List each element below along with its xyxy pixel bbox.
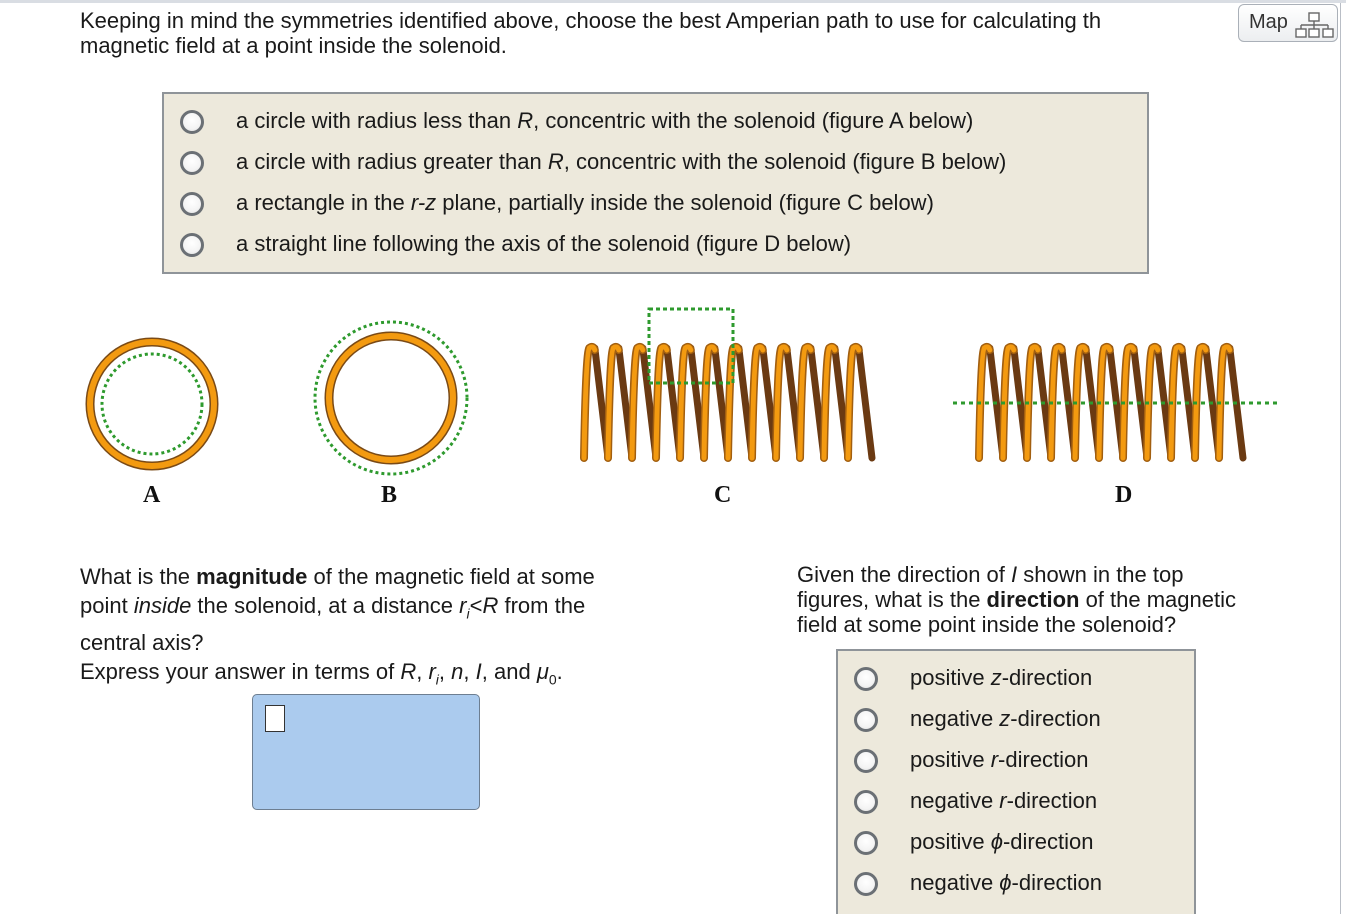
- figure-label-d: D: [1115, 482, 1133, 508]
- coil-back-strand: [859, 348, 872, 458]
- direction-choices: [836, 649, 1196, 914]
- figure-c: [570, 300, 890, 470]
- choice-label: a circle with radius less than R, concentric with the solenoid (figure A below): [236, 108, 974, 133]
- choice-positive-r[interactable]: [838, 741, 1188, 781]
- figure-label-a: A: [143, 482, 161, 508]
- radio-button[interactable]: [854, 708, 878, 732]
- radio-button[interactable]: [854, 667, 878, 691]
- choice-circle-inside[interactable]: [164, 102, 1144, 142]
- choice-label: positive ϕ-direction: [910, 829, 1094, 854]
- radio-button[interactable]: [180, 192, 204, 216]
- choice-label: a straight line following the axis of the solenoid (figure D below): [236, 231, 852, 256]
- choice-label: a circle with radius greater than R, concentric with the solenoid (figure B below): [236, 149, 1007, 174]
- figure-label-c: C: [714, 482, 732, 508]
- radio-button[interactable]: [854, 790, 878, 814]
- answer-input[interactable]: [252, 694, 480, 810]
- map-button[interactable]: [1238, 4, 1338, 42]
- choice-straight-line[interactable]: [164, 225, 1144, 265]
- question-prompt: [80, 8, 1240, 58]
- radio-button[interactable]: [854, 749, 878, 773]
- choice-label: positive z-direction: [910, 665, 1093, 690]
- right-border: [1340, 3, 1341, 914]
- choice-rectangle[interactable]: [164, 184, 1144, 224]
- choice-label: negative z-direction: [910, 706, 1101, 731]
- map-button-label: Map: [1249, 11, 1288, 33]
- answer-instructions: Express your answer in terms of R, $r_i$, n, I, and $\mu_0$.: [80, 659, 563, 688]
- choice-label: negative ϕ-direction: [910, 870, 1103, 895]
- choice-label: a rectangle in the r-z plane, partially inside the solenoid (figure C below): [236, 190, 934, 215]
- choice-negative-phi[interactable]: [838, 864, 1188, 904]
- choice-positive-phi[interactable]: [838, 823, 1188, 863]
- radio-button[interactable]: [180, 233, 204, 257]
- radio-button[interactable]: [180, 110, 204, 134]
- choice-label: negative r-direction: [910, 788, 1098, 813]
- direction-question: Given the direction of I shown in the top figures, what is the direction of the magnetic field at some point inside the solenoid?: [797, 562, 1236, 637]
- figure-a: [80, 330, 225, 480]
- choice-circle-outside[interactable]: [164, 143, 1144, 183]
- figure-d: [945, 330, 1285, 470]
- question-line-1: Keeping in mind the symmetries identified above, choose the best Amperian path to use for calculating th: [80, 8, 1102, 33]
- figure-b: [312, 318, 472, 480]
- choice-label: positive r-direction: [910, 747, 1089, 772]
- choice-negative-r[interactable]: [838, 782, 1188, 822]
- choice-negative-z[interactable]: [838, 700, 1188, 740]
- question-line-2: magnetic field at a point inside the solenoid.: [80, 33, 507, 58]
- figure-label-b: B: [381, 482, 398, 508]
- input-cursor-box: [265, 705, 285, 732]
- magnitude-question: [80, 562, 700, 695]
- radio-button[interactable]: [854, 872, 878, 896]
- amperian-path-choices: [162, 92, 1149, 274]
- radio-button[interactable]: [854, 831, 878, 855]
- hierarchy-map-icon: [1295, 12, 1335, 38]
- choice-positive-z[interactable]: [838, 659, 1188, 699]
- magnitude-question-text: What is the magnitude of the magnetic field at some point inside the solenoid, at a distance $r_i<R$ from the central axis?: [80, 564, 595, 656]
- radio-button[interactable]: [180, 151, 204, 175]
- top-border: [0, 0, 1346, 3]
